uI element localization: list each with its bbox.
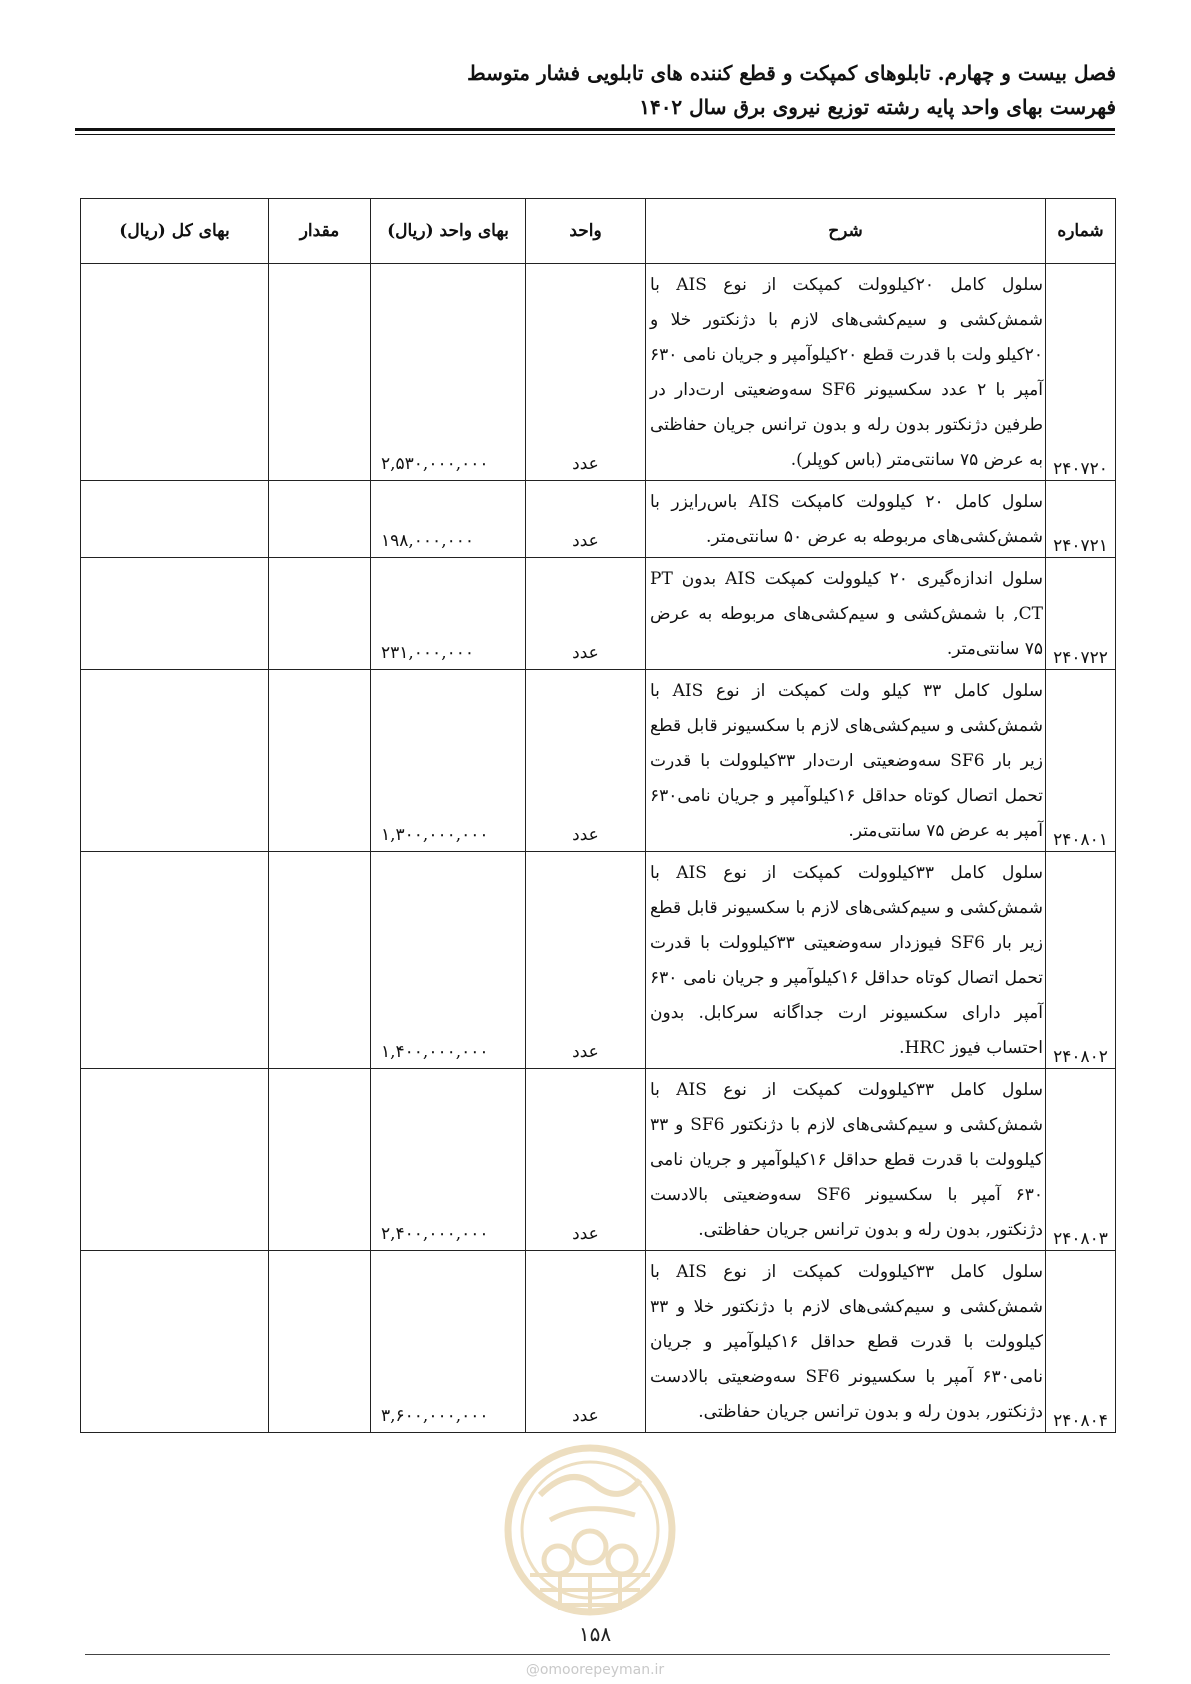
table-row [81, 264, 1116, 481]
table-row [81, 852, 1116, 1069]
item-description: سلول اندازه‌گیری ۲۰ کیلوولت کمپکت AIS بدون PT ,CT با شمش‌کشی و سیم‌کشی‌های مربوطه به عرض ۷۵ سانتی‌متر. [646, 558, 1046, 670]
item-code: ۲۴۰۸۰۳ [1046, 1069, 1116, 1251]
site-watermark: @omoorepeyman.ir [525, 1662, 665, 1678]
item-code: ۲۴۰۸۰۴ [1046, 1251, 1116, 1433]
item-quantity [269, 264, 371, 481]
item-description: سلول کامل ۳۳کیلوولت کمپکت از نوع AIS با شمش‌کشی و سیم‌کشی‌های لازم با دژنکتور خلا و ۳۳ کیلوولت با قدرت قطع حداقل ۱۶کیلوآمپر و جریان نامی۶۳۰ آمپر با سکسیونر SF6 سه‌وضعیتی بالادست دژنکتور, بدون رله و بدون ترانس جریان حفاظتی. [646, 1251, 1046, 1433]
item-unit-price: ۲,۴۰۰,۰۰۰,۰۰۰ [371, 1069, 526, 1251]
item-total-price [81, 670, 269, 852]
chapter-title: فصل بیست و چهارم. تابلوهای کمپکت و قطع کننده های تابلویی فشار متوسط [467, 61, 1116, 85]
item-unit-price: ۳,۶۰۰,۰۰۰,۰۰۰ [371, 1251, 526, 1433]
item-quantity [269, 852, 371, 1069]
table-row [81, 670, 1116, 852]
item-unit: عدد [526, 264, 646, 481]
table-header-row [81, 199, 1116, 264]
item-total-price [81, 852, 269, 1069]
item-unit: عدد [526, 1069, 646, 1251]
page-number: ۱۵۸ [578, 1622, 612, 1646]
header-rule-thick [75, 128, 1115, 131]
col-header-unit: واحد [526, 199, 646, 264]
table-row [81, 558, 1116, 670]
item-unit-price: ۱۹۸,۰۰۰,۰۰۰ [371, 481, 526, 558]
col-header-unit-price: بهای واحد (ریال) [371, 199, 526, 264]
header-rule-thin [75, 134, 1115, 135]
price-table [80, 198, 1116, 1433]
item-unit-price: ۲۳۱,۰۰۰,۰۰۰ [371, 558, 526, 670]
item-quantity [269, 1069, 371, 1251]
col-header-description: شرح [646, 199, 1046, 264]
item-unit: عدد [526, 670, 646, 852]
table-row [81, 1069, 1116, 1251]
item-code: ۲۴۰۷۲۱ [1046, 481, 1116, 558]
item-unit-price: ۱,۴۰۰,۰۰۰,۰۰۰ [371, 852, 526, 1069]
item-unit: عدد [526, 852, 646, 1069]
item-unit-price: ۲,۵۳۰,۰۰۰,۰۰۰ [371, 264, 526, 481]
item-code: ۲۴۰۷۲۲ [1046, 558, 1116, 670]
col-header-total-price: بهای کل (ریال) [81, 199, 269, 264]
item-description: سلول کامل ۲۰ کیلوولت کامپکت AIS باس‌رایزر با شمش‌کشی‌های مربوطه به عرض ۵۰ سانتی‌متر. [646, 481, 1046, 558]
col-header-code: شماره [1046, 199, 1116, 264]
item-unit: عدد [526, 558, 646, 670]
item-total-price [81, 1251, 269, 1433]
item-total-price [81, 264, 269, 481]
item-description: سلول کامل ۳۳ کیلو ولت کمپکت از نوع AIS با شمش‌کشی و سیم‌کشی‌های لازم با سکسیونر قابل قطع زیر بار SF6 سه‌وضعیتی ارت‌دار ۳۳کیلوولت با قدرت تحمل اتصال کوتاه حداقل ۱۶کیلوآمپر و جریان نامی۶۳۰ آمپر به عرض ۷۵ سانتی‌متر. [646, 670, 1046, 852]
item-quantity [269, 670, 371, 852]
item-total-price [81, 558, 269, 670]
col-header-quantity: مقدار [269, 199, 371, 264]
item-code: ۲۴۰۸۰۲ [1046, 852, 1116, 1069]
table-row [81, 1251, 1116, 1433]
item-code: ۲۴۰۸۰۱ [1046, 670, 1116, 852]
item-unit: عدد [526, 481, 646, 558]
item-code: ۲۴۰۷۲۰ [1046, 264, 1116, 481]
catalog-title: فهرست بهای واحد پایه رشته توزیع نیروی برق سال ۱۴۰۲ [639, 95, 1116, 119]
item-quantity [269, 481, 371, 558]
item-total-price [81, 1069, 269, 1251]
item-description: سلول کامل ۲۰کیلوولت کمپکت از نوع AIS با شمش‌کشی و سیم‌کشی‌های لازم با دژنکتور خلا و ۲۰کیلو ولت با قدرت قطع ۲۰کیلوآمپر و جریان نامی ۶۳۰ آمپر با ۲ عدد سکسیونر SF6 سه‌وضعیتی ارت‌دار در طرفین دژنکتور بدون رله و بدون ترانس جریان حفاظتی به عرض ۷۵ سانتی‌متر (باس کوپلر). [646, 264, 1046, 481]
item-description: سلول کامل ۳۳کیلوولت کمپکت از نوع AIS با شمش‌کشی و سیم‌کشی‌های لازم با دژنکتور SF6 و ۳۳ کیلوولت با قدرت قطع حداقل ۱۶کیلوآمپر و جریان نامی ۶۳۰ آمپر با سکسیونر SF6 سه‌وضعیتی بالادست دژنکتور, بدون رله و بدون ترانس جریان حفاظتی. [646, 1069, 1046, 1251]
item-quantity [269, 1251, 371, 1433]
seal-watermark-icon [500, 1425, 680, 1655]
item-unit-price: ۱,۳۰۰,۰۰۰,۰۰۰ [371, 670, 526, 852]
item-quantity [269, 558, 371, 670]
page-header [76, 56, 1116, 124]
item-total-price [81, 481, 269, 558]
footer-rule [85, 1654, 1110, 1655]
table-row [81, 481, 1116, 558]
item-description: سلول کامل ۳۳کیلوولت کمپکت از نوع AIS با شمش‌کشی و سیم‌کشی‌های لازم با سکسیونر قابل قطع زیر بار SF6 فیوزدار سه‌وضعیتی ۳۳کیلوولت با قدرت تحمل اتصال کوتاه حداقل ۱۶کیلوآمپر و جریان نامی ۶۳۰ آمپر دارای سکسیونر ارت جداگانه سرکابل. بدون احتساب فیوز HRC. [646, 852, 1046, 1069]
item-unit: عدد [526, 1251, 646, 1433]
